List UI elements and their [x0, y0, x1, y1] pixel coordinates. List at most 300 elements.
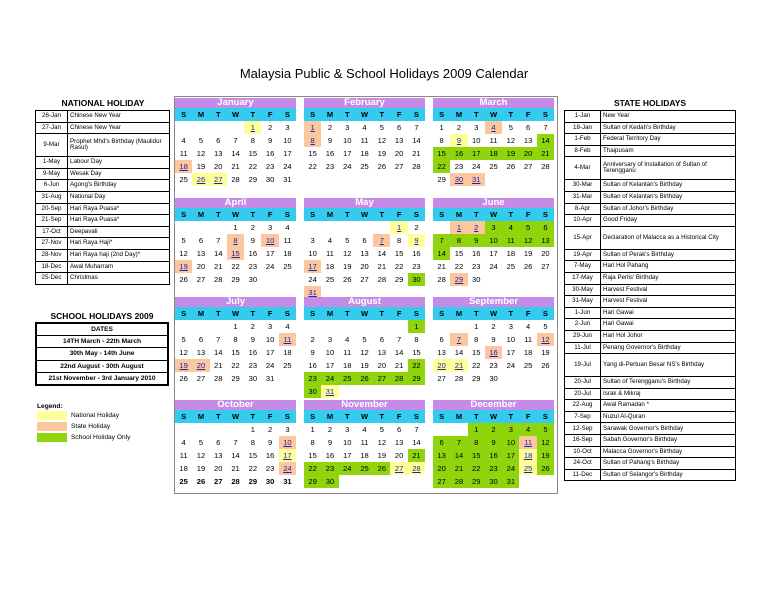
state-holiday-row — [565, 411, 736, 423]
calendar-day: 23 — [265, 464, 275, 473]
calendar-day: 2 — [491, 322, 496, 331]
calendar-day: 23 — [412, 262, 421, 271]
national-holiday-row — [36, 203, 170, 215]
calendar-day: 22 — [304, 462, 321, 475]
calendar-day: 27 — [196, 275, 206, 284]
page-title: Malaysia Public & School Holidays 2009 Calendar — [239, 66, 529, 81]
holiday-name: Harvest Festival — [601, 296, 736, 308]
calendar-day: 21 — [214, 262, 223, 271]
calendar-day: 30 — [485, 475, 502, 488]
calendar-day: 1 — [450, 221, 467, 234]
calendar-day: 1 — [408, 320, 425, 333]
calendar-day: 29 — [231, 374, 240, 383]
weekday-label: S — [310, 309, 316, 318]
holiday-date: 24-Oct — [565, 458, 601, 470]
calendar-day: 8 — [250, 438, 255, 447]
weekday-label: S — [413, 110, 419, 119]
holiday-date: 25-Dec — [36, 273, 68, 285]
weekday-label: W — [489, 210, 498, 219]
national-holiday-heading: NATIONAL HOLIDAY — [61, 98, 145, 108]
calendar-day: 9 — [450, 134, 467, 147]
calendar-day: 18 — [523, 348, 533, 357]
calendar-day: 17 — [265, 348, 275, 357]
empty-day — [175, 221, 192, 234]
weekday-label: F — [396, 110, 402, 119]
month-name: February — [344, 97, 385, 108]
calendar-day: 9 — [268, 136, 273, 145]
calendar-day: 26 — [523, 262, 533, 271]
month-may — [304, 198, 425, 299]
day-grid — [175, 320, 296, 385]
school-holiday-heading: SCHOOL HOLIDAYS 2009 — [50, 311, 154, 321]
calendar-day: 21 — [394, 361, 404, 370]
weekday-label: S — [542, 412, 548, 421]
weekday-label: M — [197, 110, 205, 119]
day-grid — [304, 221, 425, 299]
weekday-label: W — [360, 412, 369, 421]
empty-day — [175, 423, 192, 436]
school-holiday-row — [36, 336, 168, 348]
calendar-day: 11 — [524, 335, 533, 344]
holiday-name: Sultan of Kelantan's Birthday — [601, 191, 736, 203]
holiday-date: 18-Jan — [565, 122, 601, 134]
holiday-name: Awal Muharram — [68, 261, 170, 273]
calendar-day: 5 — [379, 123, 384, 132]
holiday-name: Christmas — [68, 273, 170, 285]
calendar-day: 4 — [519, 423, 536, 436]
weekday-label: S — [542, 309, 548, 318]
calendar-day: 19 — [377, 451, 387, 460]
calendar-day: 12 — [377, 136, 387, 145]
day-grid — [175, 423, 296, 488]
weekday-label: T — [379, 210, 385, 219]
empty-day — [192, 320, 209, 333]
month-header — [175, 98, 296, 108]
holiday-date: 31-May — [565, 296, 601, 308]
calendar-day: 5 — [362, 335, 367, 344]
calendar-day: 11 — [343, 348, 352, 357]
calendar-day: 19 — [175, 359, 192, 372]
calendar-day: 24 — [279, 462, 296, 475]
calendar-day: 6 — [216, 136, 221, 145]
school-holiday-row — [36, 348, 168, 360]
holiday-name: Harvest Festival — [601, 284, 736, 296]
weekday-label: T — [215, 210, 221, 219]
calendar-day: 14 — [454, 348, 464, 357]
day-grid — [304, 423, 425, 488]
calendar-day: 28 — [214, 374, 223, 383]
calendar-day: 18 — [519, 449, 536, 462]
calendar-day: 2 — [456, 123, 462, 132]
holiday-date: 8-Feb — [565, 145, 601, 157]
calendar-day: 3 — [327, 335, 333, 344]
calendar-day: 14 — [450, 449, 467, 462]
weekday-label: F — [267, 110, 273, 119]
empty-day — [339, 221, 356, 234]
calendar-day: 22 — [248, 464, 258, 473]
calendar-day: 2 — [414, 223, 419, 232]
weekday-label: T — [250, 210, 256, 219]
calendar-day: 2 — [468, 221, 485, 234]
weekday-label: S — [439, 309, 445, 318]
weekday-label: T — [344, 412, 350, 421]
month-name: April — [224, 197, 247, 208]
empty-day — [192, 423, 209, 436]
calendar-day: 7 — [414, 425, 419, 434]
national-holiday-row — [36, 111, 170, 123]
calendar-day: 7 — [373, 234, 390, 247]
calendar-day: 15 — [472, 348, 481, 357]
calendar-day: 8 — [397, 236, 402, 245]
month-october — [175, 400, 296, 488]
national-holiday-row — [36, 180, 170, 192]
weekday-label: M — [455, 309, 463, 318]
holiday-name: Good Friday — [601, 215, 736, 227]
state-holiday-row — [565, 330, 736, 342]
weekday-header — [304, 307, 425, 320]
calendar-day: 3 — [268, 223, 273, 232]
state-holiday-heading: STATE HOLIDAYS — [613, 98, 687, 108]
holiday-name: Hari Hol Johor — [601, 330, 736, 342]
calendar-day: 17 — [304, 260, 321, 273]
calendar-day: 20 — [214, 464, 223, 473]
calendar-day: 26 — [377, 162, 387, 171]
state-holiday-row — [565, 122, 736, 134]
empty-day — [450, 320, 467, 333]
calendar-day: 23 — [485, 462, 502, 475]
weekday-label: T — [215, 412, 221, 421]
calendar-day: 16 — [325, 451, 335, 460]
calendar-day: 18 — [283, 348, 292, 357]
weekday-label: T — [508, 412, 514, 421]
calendar-day: 3 — [508, 322, 513, 331]
month-header — [304, 198, 425, 208]
calendar-day: 3 — [285, 123, 290, 132]
calendar-day: 17 — [506, 348, 516, 357]
month-name: March — [479, 97, 508, 108]
weekday-label: F — [396, 412, 402, 421]
holiday-name: Sabah Governor's Birthday — [601, 435, 736, 447]
month-name: September — [468, 296, 519, 307]
calendar-day: 5 — [345, 236, 350, 245]
holiday-date: 19-Apr — [565, 249, 601, 261]
calendar-day: 7 — [450, 436, 467, 449]
calendar-day: 3 — [285, 425, 290, 434]
weekday-label: M — [455, 110, 463, 119]
holiday-date: 15-Apr — [565, 226, 601, 249]
weekday-header — [304, 108, 425, 121]
weekday-label: S — [181, 309, 187, 318]
legend-swatch — [37, 433, 67, 442]
calendar-day: 21 — [437, 262, 446, 271]
national-holiday-row — [36, 261, 170, 273]
calendar-day: 29 — [248, 175, 258, 184]
calendar-day: 30 — [265, 175, 275, 184]
calendar-day: 12 — [179, 348, 188, 357]
calendar-day: 26 — [356, 372, 373, 385]
weekday-label: W — [360, 210, 369, 219]
month-name: December — [470, 399, 517, 410]
month-header — [175, 400, 296, 410]
legend — [37, 403, 130, 443]
holiday-date: 30-Mar — [565, 180, 601, 192]
calendar-day: 17 — [343, 149, 352, 158]
calendar-day: 10 — [485, 234, 502, 247]
calendar-day: 1 — [468, 423, 485, 436]
calendar-day: 18 — [343, 361, 352, 370]
legend-swatch — [37, 422, 67, 431]
weekday-label: T — [379, 309, 385, 318]
calendar-day: 15 — [248, 451, 258, 460]
holiday-name: Malacca Governor's Birthday — [601, 446, 736, 458]
weekday-label: W — [489, 309, 498, 318]
calendar-day: 20 — [519, 147, 536, 160]
weekday-label: T — [344, 110, 350, 119]
calendar-day: 21 — [231, 162, 240, 171]
calendar-day: 21 — [537, 147, 554, 160]
calendar-day: 14 — [214, 348, 223, 357]
weekday-label: W — [231, 210, 240, 219]
holiday-date: 17-May — [565, 272, 601, 284]
calendar-day: 25 — [356, 462, 373, 475]
school-holiday-dates: 22nd August - 30th August — [36, 360, 168, 372]
calendar-day: 2 — [327, 425, 333, 434]
calendar-day: 12 — [506, 136, 516, 145]
state-holiday-row — [565, 134, 736, 146]
calendar-day: 19 — [175, 260, 192, 273]
school-holiday-table — [35, 322, 169, 386]
calendar-day: 19 — [502, 147, 519, 160]
holiday-name: Sarawak Governor's Birthday — [601, 423, 736, 435]
empty-day — [227, 121, 244, 134]
calendar-day: 22 — [394, 262, 404, 271]
calendar-day: 20 — [192, 359, 209, 372]
state-holiday-row — [565, 145, 736, 157]
calendar-day: 10 — [472, 136, 481, 145]
calendar-day: 4 — [502, 221, 519, 234]
holiday-name: Hari Hol Pahang — [601, 261, 736, 273]
calendar-day: 8 — [304, 134, 321, 147]
weekday-label: S — [439, 210, 445, 219]
calendar-day: 25 — [179, 175, 188, 184]
calendar-day: 15 — [308, 451, 317, 460]
calendar-day: 11 — [179, 451, 188, 460]
calendar-day: 14 — [412, 438, 421, 447]
weekday-label: T — [344, 210, 350, 219]
holiday-date: 8-Apr — [565, 203, 601, 215]
holiday-date: 4-Mar — [565, 157, 601, 180]
calendar-day: 26 — [192, 173, 209, 186]
state-holiday-table — [564, 110, 736, 481]
calendar-day: 9 — [327, 438, 333, 447]
calendar-day: 13 — [437, 348, 446, 357]
calendar-day: 19 — [377, 149, 387, 158]
calendar-day: 19 — [196, 464, 206, 473]
day-grid — [175, 221, 296, 286]
calendar-day: 23 — [325, 162, 335, 171]
calendar-day: 15 — [227, 247, 244, 260]
calendar-day: 14 — [394, 348, 404, 357]
holiday-date: 10-Apr — [565, 215, 601, 227]
legend-label: State Holiday — [71, 423, 111, 430]
calendar-day: 15 — [454, 249, 464, 258]
calendar-day: 2 — [268, 425, 273, 434]
calendar-day: 28 — [231, 477, 240, 486]
state-holiday-row — [565, 388, 736, 400]
calendar-day: 22 — [231, 361, 240, 370]
calendar-day: 2 — [327, 123, 333, 132]
school-holiday-dates: 21st November - 3rd January 2010 — [36, 372, 168, 385]
calendar-day: 9 — [327, 136, 333, 145]
calendar-day: 6 — [537, 221, 554, 234]
calendar-day: 14 — [433, 247, 450, 260]
holiday-name: Sultan of Kelantan's Birthday — [601, 180, 736, 192]
calendar-day: 22 — [248, 162, 258, 171]
calendar-day: 24 — [265, 262, 275, 271]
weekday-label: T — [473, 412, 479, 421]
calendar-day: 4 — [526, 322, 531, 331]
calendar-day: 27 — [214, 477, 223, 486]
calendar-day: 5 — [181, 236, 186, 245]
national-holiday-row — [36, 122, 170, 134]
calendar-day: 15 — [412, 348, 421, 357]
calendar-day: 22 — [308, 162, 317, 171]
weekday-label: M — [326, 309, 334, 318]
month-header — [304, 297, 425, 307]
calendar-day: 31 — [283, 175, 292, 184]
calendar-day: 12 — [196, 149, 206, 158]
calendar-day: 3 — [502, 423, 519, 436]
calendar-day: 9 — [468, 234, 485, 247]
calendar-day: 26 — [179, 275, 188, 284]
weekday-label: S — [413, 412, 419, 421]
day-grid — [433, 121, 554, 186]
calendar-day: 1 — [474, 322, 479, 331]
national-holiday-row — [36, 238, 170, 250]
calendar-day: 21 — [450, 462, 467, 475]
holiday-name: Hari Raya Haji* — [68, 238, 170, 250]
calendar-day: 15 — [231, 348, 240, 357]
weekday-label: F — [396, 309, 402, 318]
calendar-day: 22 — [468, 462, 485, 475]
calendar-day: 16 — [325, 149, 335, 158]
calendar-day: 30 — [408, 273, 425, 286]
calendar-day: 17 — [265, 249, 275, 258]
weekday-header — [433, 410, 554, 423]
state-holiday-row — [565, 400, 736, 412]
state-holiday-row — [565, 423, 736, 435]
holiday-date: 1-Feb — [565, 134, 601, 146]
weekday-label: S — [310, 412, 316, 421]
calendar-day: 8 — [233, 335, 238, 344]
calendar-day: 1 — [244, 121, 261, 134]
state-holiday-row — [565, 191, 736, 203]
legend-label: School Holiday Only — [71, 434, 131, 441]
month-june — [433, 198, 554, 286]
calendar-day: 31 — [502, 475, 519, 488]
state-holiday-row — [565, 307, 736, 319]
empty-day — [373, 320, 390, 333]
empty-day — [192, 221, 209, 234]
empty-day — [210, 121, 227, 134]
calendar-day: 30 — [489, 374, 498, 383]
calendar-day: 6 — [397, 123, 402, 132]
calendar-day: 10 — [502, 436, 519, 449]
weekday-label: M — [326, 210, 334, 219]
calendar-day: 10 — [283, 136, 292, 145]
calendar-day: 14 — [412, 136, 421, 145]
calendar-day: 23 — [248, 262, 258, 271]
weekday-label: T — [379, 110, 385, 119]
calendar-day: 13 — [377, 348, 387, 357]
holiday-name: Federal Territory Day — [601, 134, 736, 146]
calendar-day: 11 — [519, 436, 536, 449]
state-holiday-row — [565, 296, 736, 308]
calendar-day: 10 — [343, 136, 352, 145]
weekday-header — [304, 410, 425, 423]
calendar-day: 1 — [439, 123, 444, 132]
calendar-day: 10 — [265, 335, 275, 344]
calendar-day: 24 — [472, 162, 481, 171]
weekday-label: F — [525, 110, 531, 119]
weekday-label: T — [473, 210, 479, 219]
calendar-day: 28 — [541, 162, 550, 171]
calendar-day: 6 — [198, 335, 204, 344]
calendar-day: 16 — [472, 249, 481, 258]
holiday-date: 20-Jul — [565, 388, 601, 400]
calendar-day: 4 — [345, 335, 350, 344]
empty-day — [175, 320, 192, 333]
calendar-day: 22 — [454, 262, 464, 271]
calendar-day: 26 — [541, 361, 550, 370]
calendar-day: 14 — [231, 149, 240, 158]
calendar-day: 6 — [362, 236, 367, 245]
holiday-name: New Year — [601, 111, 736, 123]
month-header — [304, 98, 425, 108]
calendar-day: 4 — [362, 425, 367, 434]
weekday-label: T — [250, 110, 256, 119]
calendar-day: 16 — [485, 346, 502, 359]
national-holiday-table — [35, 110, 170, 285]
month-march — [433, 98, 554, 186]
national-holiday-row — [36, 191, 170, 203]
state-holiday-row — [565, 284, 736, 296]
calendar-day: 27 — [390, 462, 407, 475]
calendar-day: 29 — [468, 475, 485, 488]
weekday-label: W — [360, 110, 369, 119]
calendar-day: 19 — [523, 249, 533, 258]
calendar-day: 9 — [310, 348, 315, 357]
calendar-day: 17 — [283, 149, 292, 158]
holiday-date: 19-Jul — [565, 354, 601, 377]
calendar-day: 4 — [485, 121, 502, 134]
weekday-header — [175, 208, 296, 221]
calendar-day: 27 — [373, 372, 390, 385]
legend-item — [37, 410, 130, 421]
calendar-day: 11 — [360, 438, 369, 447]
day-grid — [433, 320, 554, 385]
state-holiday-row — [565, 180, 736, 192]
month-header — [433, 198, 554, 208]
calendar-day: 15 — [468, 449, 485, 462]
calendar-day: 9 — [485, 436, 502, 449]
calendar-day: 17 — [502, 449, 519, 462]
calendar-day: 20 — [433, 359, 450, 372]
calendar-day: 17 — [325, 361, 335, 370]
calendar-day: 18 — [325, 262, 335, 271]
weekday-label: S — [181, 110, 187, 119]
calendar-day: 23 — [454, 162, 464, 171]
